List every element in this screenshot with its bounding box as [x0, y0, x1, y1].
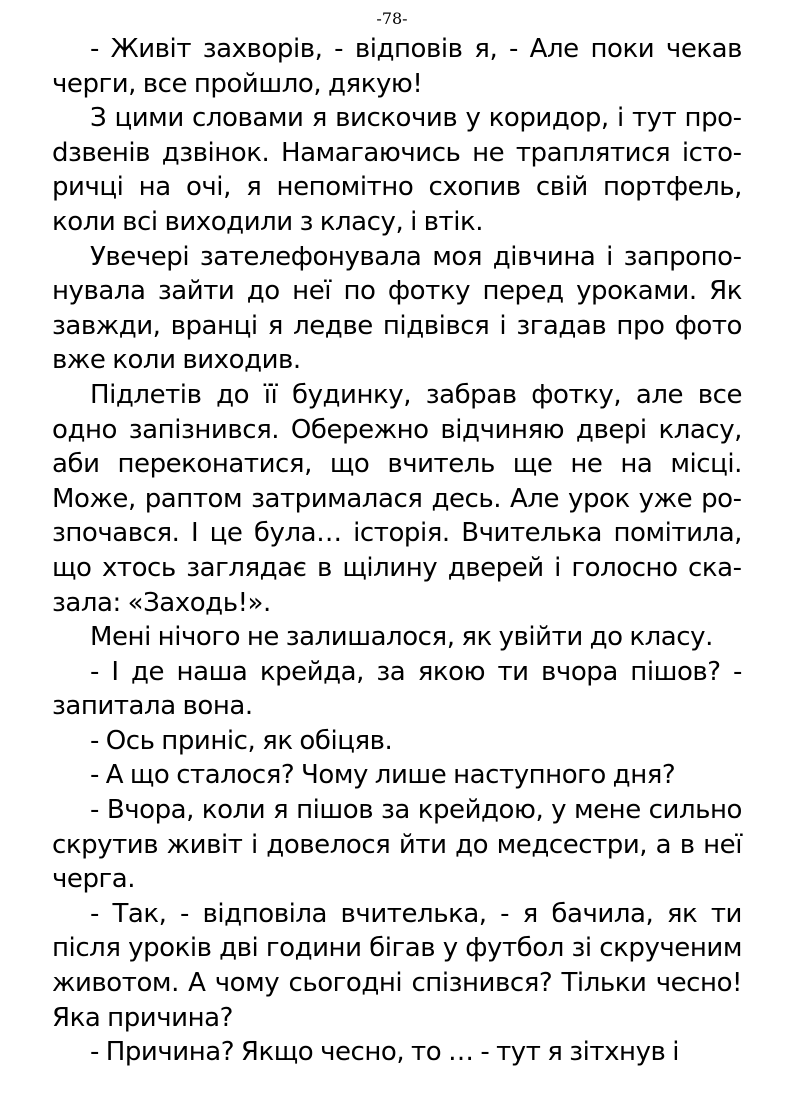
- paragraph: - Так, - відповіла вчителька, - я бачила, як ти після уроків дві години бігав у футбол зі скрученим животом. А чому сьогодні спізнився? Тільки чесно! Яка причина?: [52, 898, 742, 1033]
- paragraph: - Вчора, коли я пішов за крейдою, у мене сильно скрутив живіт і довелося йти до медсестри, а в неї черга.: [52, 795, 742, 895]
- page-number: -78-: [376, 9, 408, 28]
- paragraph: Увечері зателефонувала моя дівчина і запропонувала зайти до неї по фотку перед уроками. Як завжди, вранці я ледве підвівся і згадав про фото вже коли виходив.: [52, 241, 742, 376]
- body-text: [52, 32, 742, 1070]
- paragraph: З цими словами я вискочив у коридор, і тут проdзвенів дзвінок. Намагаючись не траплятися історичці на очі, я непомітно схопив свій портфель, коли всі виходили з класу, і втік.: [52, 103, 742, 237]
- paragraph: - А що сталося? Чому лише наступного дня?: [90, 760, 676, 791]
- paragraph: - І де наша крейда, за якою ти вчора пішов? - запитала вона.: [52, 656, 742, 722]
- paragraph: - Живіт захворів, - відповів я, - Але поки чекав черги, все пройшло, дякую!: [52, 34, 742, 99]
- paragraph: Мені нічого не залишалося, як увійти до класу.: [90, 622, 713, 653]
- paragraph: - Причина? Якщо чесно, то … - тут я зітхнув і: [90, 1037, 679, 1068]
- book-page: [52, 0, 742, 1119]
- paragraph: Підлетів до її будинку, забрав фотку, але все одно запізнився. Обережно відчиняю двері класу, аби переконатися, що вчитель ще не на місці. Може, раптом затрималася десь. Але урок уже розпочався. І це була… історія. Вчителька помітила, що хтось заглядає в щілину дверей і голосно сказала: «Заходь!».: [52, 379, 742, 618]
- paragraph: - Ось приніс, як обіцяв.: [90, 725, 393, 756]
